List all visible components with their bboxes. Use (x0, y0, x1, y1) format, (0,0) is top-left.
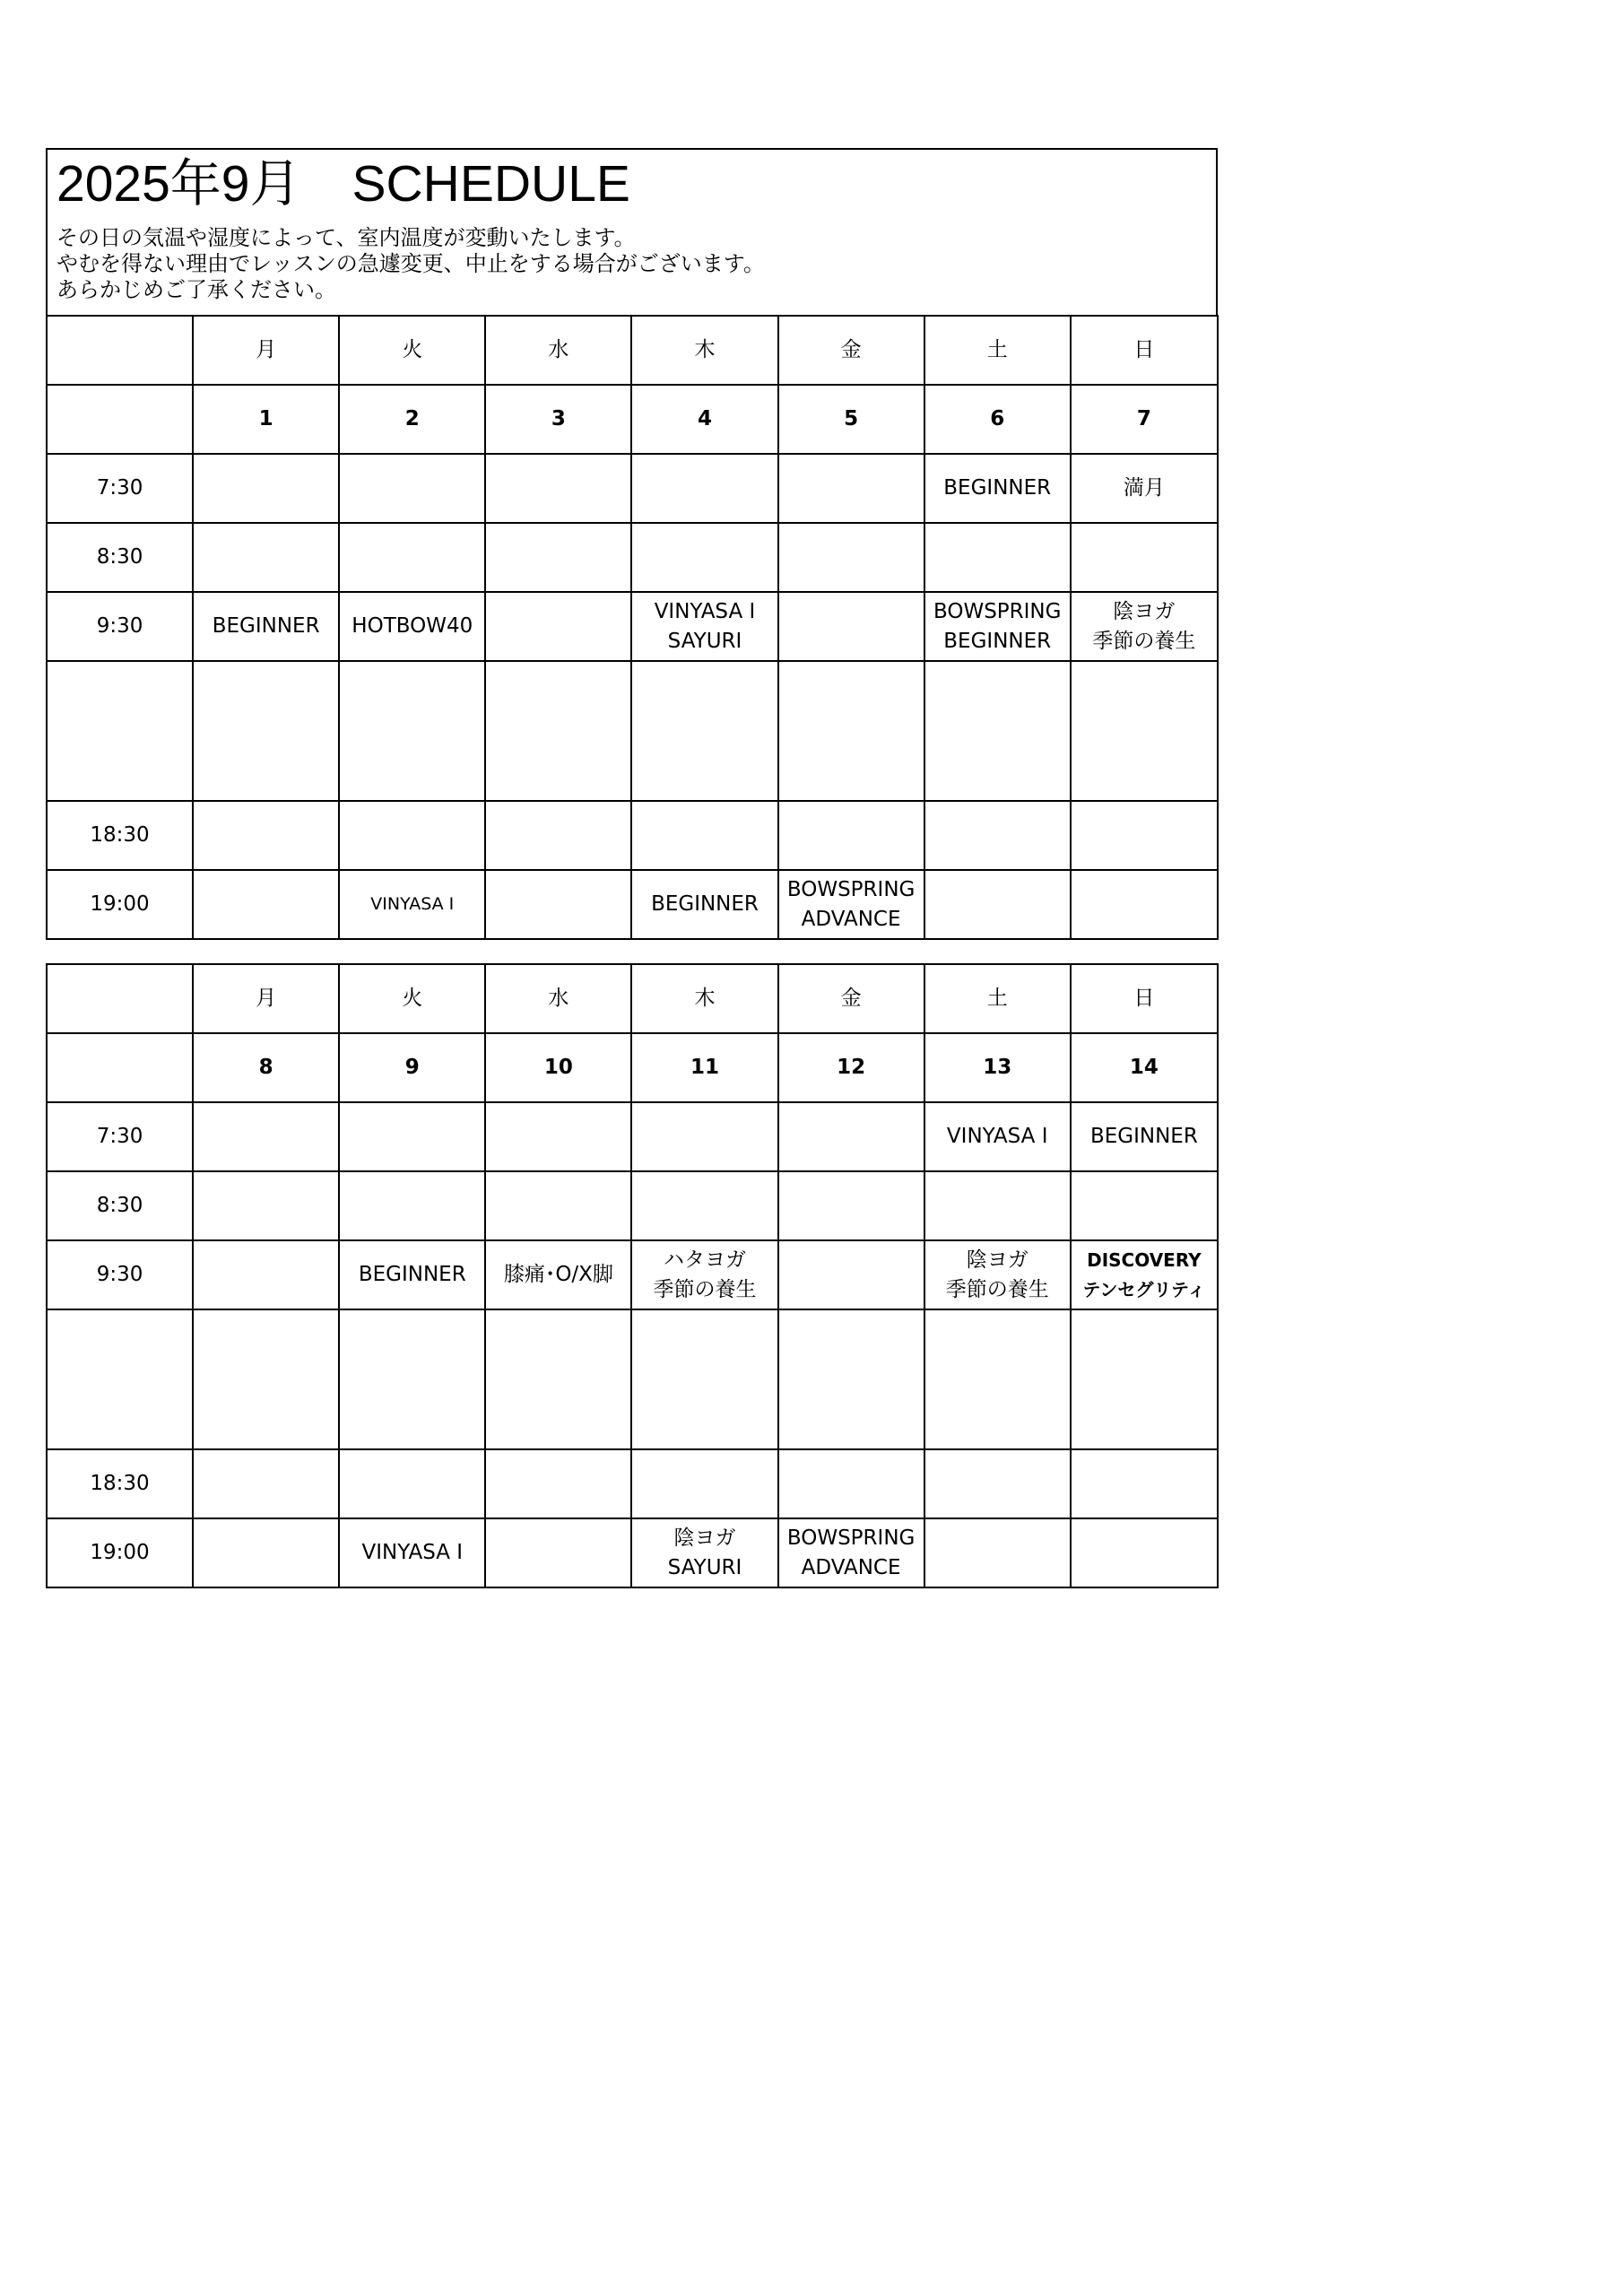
class-cell (339, 1102, 485, 1171)
time-label: 9:30 (47, 592, 193, 661)
class-cell (631, 523, 777, 592)
class-cell: 膝痛･O/X脚 (485, 1240, 631, 1309)
class-cell (1071, 801, 1218, 870)
class-line: 陰ヨガ (673, 1526, 736, 1550)
class-cell (631, 592, 777, 661)
weekday-sat: 土 (924, 964, 1071, 1033)
class-cell (778, 592, 924, 661)
notice-line: あらかじめご了承ください。 (56, 277, 336, 302)
class-cell (778, 523, 924, 592)
schedule-table-week2 (46, 963, 1219, 1588)
time-label: 8:30 (47, 523, 193, 592)
class-cell (193, 454, 339, 523)
class-cell (193, 1449, 339, 1518)
class-cell (1071, 1240, 1218, 1309)
class-cell (485, 523, 631, 592)
weekday-tue: 火 (339, 964, 485, 1033)
date-cell: 12 (778, 1033, 924, 1102)
class-line: 季節の養生 (653, 1277, 757, 1301)
class-cell (193, 661, 339, 801)
class-cell: 満月 (1071, 454, 1218, 523)
class-cell (631, 1449, 777, 1518)
time-row-0930 (47, 592, 1218, 661)
class-cell: VINYASA Ⅰ (924, 1102, 1071, 1171)
time-row-1830 (47, 1449, 1218, 1518)
time-row-1900 (47, 1518, 1218, 1587)
class-cell (778, 661, 924, 801)
class-cell (193, 870, 339, 939)
class-line: ADVANCE (801, 1555, 901, 1579)
class-cell (339, 523, 485, 592)
class-cell (193, 1102, 339, 1171)
class-cell (485, 454, 631, 523)
class-cell (485, 1518, 631, 1587)
class-line: BOWSPRING (786, 1526, 916, 1550)
class-cell (924, 523, 1071, 592)
class-cell (485, 1102, 631, 1171)
weekday-thu: 木 (631, 964, 777, 1033)
class-cell (193, 1171, 339, 1240)
class-line: BEGINNER (943, 629, 1052, 653)
weekday-fri: 金 (778, 316, 924, 385)
weekday-thu: 木 (631, 316, 777, 385)
class-cell (631, 454, 777, 523)
weekday-sun: 日 (1071, 964, 1218, 1033)
class-cell (339, 454, 485, 523)
date-cell: 1 (193, 385, 339, 454)
date-cell: 11 (631, 1033, 777, 1102)
class-cell (339, 801, 485, 870)
class-cell (485, 661, 631, 801)
date-row (47, 1033, 1218, 1102)
class-line: テンセグリティ (1082, 1278, 1206, 1300)
weekday-tue: 火 (339, 316, 485, 385)
class-cell (924, 1449, 1071, 1518)
class-cell (778, 1449, 924, 1518)
class-cell (924, 1309, 1071, 1449)
class-line: ADVANCE (801, 907, 901, 931)
weekday-sun: 日 (1071, 316, 1218, 385)
date-cell: 2 (339, 385, 485, 454)
class-cell (339, 1309, 485, 1449)
corner-cell (47, 385, 193, 454)
time-row-1830 (47, 801, 1218, 870)
time-label: 19:00 (47, 870, 193, 939)
class-cell (778, 1102, 924, 1171)
class-cell (924, 1518, 1071, 1587)
class-cell (339, 661, 485, 801)
class-line: SAYURI (667, 1555, 742, 1579)
class-cell (1071, 523, 1218, 592)
date-cell: 10 (485, 1033, 631, 1102)
class-line: VINYASA Ⅰ (654, 599, 756, 623)
schedule-header (46, 148, 1218, 315)
date-cell: 6 (924, 385, 1071, 454)
class-cell (631, 1171, 777, 1240)
class-line: BOWSPRING (786, 877, 916, 901)
time-row-0930 (47, 1240, 1218, 1309)
class-cell (924, 801, 1071, 870)
class-cell (631, 801, 777, 870)
weekday-row (47, 316, 1218, 385)
class-line: BOWSPRING (933, 599, 1062, 623)
class-cell (485, 1309, 631, 1449)
class-cell (924, 661, 1071, 801)
page-title: 2025年9月 SCHEDULE (56, 155, 630, 213)
class-cell (485, 801, 631, 870)
class-line: 陰ヨガ (1113, 599, 1176, 623)
class-cell (485, 870, 631, 939)
class-cell (193, 801, 339, 870)
class-cell (924, 592, 1071, 661)
notice-line: その日の気温や湿度によって、室内温度が変動いたします。 (56, 225, 636, 250)
time-row-1900 (47, 870, 1218, 939)
blank-row (47, 661, 1218, 801)
class-cell: BEGINNER (193, 592, 339, 661)
weekday-sat: 土 (924, 316, 1071, 385)
weekday-mon: 月 (193, 964, 339, 1033)
time-label: 9:30 (47, 1240, 193, 1309)
class-cell: HOTBOW40 (339, 592, 485, 661)
class-line: 陰ヨガ (966, 1248, 1028, 1272)
class-cell (778, 801, 924, 870)
time-label: 8:30 (47, 1171, 193, 1240)
time-label: 7:30 (47, 1102, 193, 1171)
date-cell: 9 (339, 1033, 485, 1102)
class-cell (485, 1449, 631, 1518)
class-cell (778, 1240, 924, 1309)
time-row-0730 (47, 454, 1218, 523)
corner-cell (47, 1033, 193, 1102)
class-cell (339, 1171, 485, 1240)
class-cell (1071, 1449, 1218, 1518)
date-cell: 3 (485, 385, 631, 454)
class-line: 季節の養生 (1092, 629, 1196, 653)
time-row-0830 (47, 1171, 1218, 1240)
class-cell (485, 1171, 631, 1240)
class-cell (485, 592, 631, 661)
class-cell (631, 1518, 777, 1587)
time-label: 18:30 (47, 801, 193, 870)
class-cell: BEGINNER (1071, 1102, 1218, 1171)
notice-text (56, 225, 765, 303)
date-cell: 4 (631, 385, 777, 454)
class-cell: BEGINNER (924, 454, 1071, 523)
blank-row (47, 1309, 1218, 1449)
class-cell (193, 1309, 339, 1449)
date-cell: 5 (778, 385, 924, 454)
class-line: SAYURI (667, 629, 742, 653)
weekday-wed: 水 (485, 964, 631, 1033)
class-cell (778, 870, 924, 939)
class-cell (339, 1449, 485, 1518)
class-cell (1071, 1518, 1218, 1587)
weekday-wed: 水 (485, 316, 631, 385)
class-line: ハタヨガ (663, 1248, 746, 1272)
class-line: 季節の養生 (945, 1277, 1049, 1301)
time-label: 7:30 (47, 454, 193, 523)
time-label (47, 661, 193, 801)
class-cell (193, 523, 339, 592)
notice-line: やむを得ない理由でレッスンの急遽変更、中止をする場合がございます。 (56, 251, 765, 276)
class-cell (1071, 1171, 1218, 1240)
class-line: DISCOVERY (1087, 1248, 1202, 1271)
class-cell (924, 1171, 1071, 1240)
class-cell (778, 1309, 924, 1449)
class-cell (1071, 1309, 1218, 1449)
class-cell (778, 1171, 924, 1240)
time-label: 19:00 (47, 1518, 193, 1587)
class-cell (631, 1240, 777, 1309)
time-label (47, 1309, 193, 1449)
time-row-0830 (47, 523, 1218, 592)
weekday-fri: 金 (778, 964, 924, 1033)
class-cell (631, 1309, 777, 1449)
class-cell (631, 661, 777, 801)
class-cell (924, 870, 1071, 939)
class-cell (193, 1518, 339, 1587)
corner-cell (47, 316, 193, 385)
date-cell: 7 (1071, 385, 1218, 454)
time-row-0730 (47, 1102, 1218, 1171)
class-cell: VINYASA Ⅰ (339, 1518, 485, 1587)
time-label: 18:30 (47, 1449, 193, 1518)
date-cell: 14 (1071, 1033, 1218, 1102)
class-cell (1071, 592, 1218, 661)
class-cell (778, 454, 924, 523)
class-cell: VINYASA Ⅰ (339, 870, 485, 939)
class-cell (1071, 870, 1218, 939)
class-cell (1071, 661, 1218, 801)
date-row (47, 385, 1218, 454)
weekday-row (47, 964, 1218, 1033)
corner-cell (47, 964, 193, 1033)
class-cell: BEGINNER (339, 1240, 485, 1309)
schedule-table-week1 (46, 315, 1219, 940)
class-cell (924, 1240, 1071, 1309)
class-cell: BEGINNER (631, 870, 777, 939)
weekday-mon: 月 (193, 316, 339, 385)
class-cell (193, 1240, 339, 1309)
date-cell: 13 (924, 1033, 1071, 1102)
class-cell (631, 1102, 777, 1171)
class-cell (778, 1518, 924, 1587)
date-cell: 8 (193, 1033, 339, 1102)
